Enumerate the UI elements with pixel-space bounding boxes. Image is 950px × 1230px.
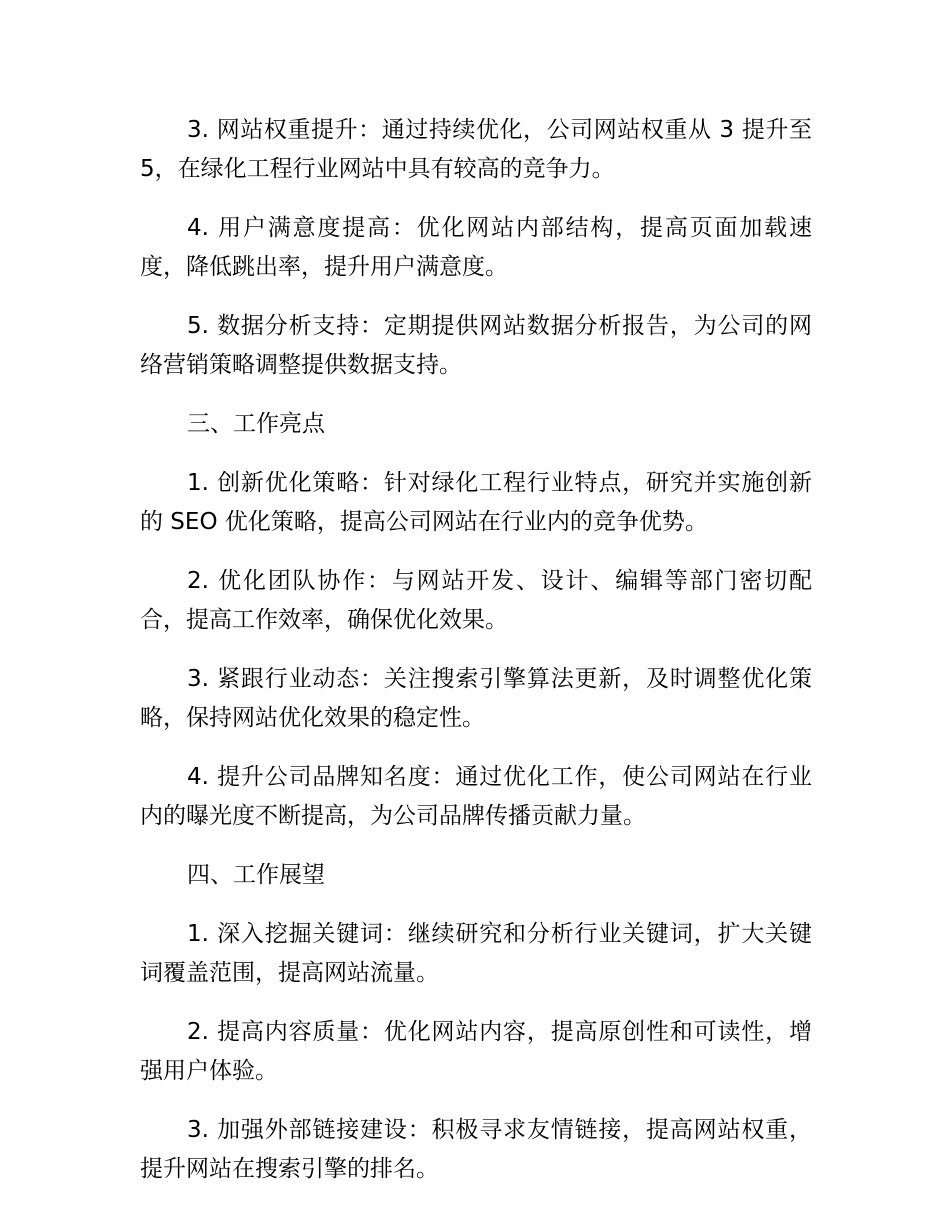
section-heading-outlook: 四、工作展望 [187,862,325,888]
paragraph-result-5: 5. 数据分析支持：定期提供网站数据分析报告，为公司的网络营销策略调整提供数据支持。 [140,313,812,378]
paragraph-result-4: 4. 用户满意度提高：优化网站内部结构，提高页面加载速度，降低跳出率，提升用户满意度。 [140,215,812,280]
paragraph-highlight-3: 3. 紧跟行业动态：关注搜索引擎算法更新，及时调整优化策略，保持网站优化效果的稳定性。 [140,666,812,731]
paragraph-highlight-1: 1. 创新优化策略：针对绿化工程行业特点，研究并实施创新的 SEO 优化策略，提高公司网站在行业内的竞争优势。 [140,470,812,535]
paragraph-outlook-3: 3. 加强外部链接建设：积极寻求友情链接，提高网站权重，提升网站在搜索引擎的排名。 [140,1117,812,1182]
paragraph-result-3: 3. 网站权重提升：通过持续优化，公司网站权重从 3 提升至 5，在绿化工程行业网站中具有较高的竞争力。 [140,117,812,182]
paragraph-outlook-1: 1. 深入挖掘关键词：继续研究和分析行业关键词，扩大关键词覆盖范围，提高网站流量。 [140,921,812,986]
paragraph-outlook-2: 2. 提高内容质量：优化网站内容，提高原创性和可读性，增强用户体验。 [140,1019,812,1084]
document-body [140,111,812,1209]
paragraph-highlight-4: 4. 提升公司品牌知名度：通过优化工作，使公司网站在行业内的曝光度不断提高，为公司品牌传播贡献力量。 [140,764,812,829]
paragraph-highlight-2: 2. 优化团队协作：与网站开发、设计、编辑等部门密切配合，提高工作效率，确保优化效果。 [140,568,812,633]
section-heading-highlights: 三、工作亮点 [187,411,325,437]
